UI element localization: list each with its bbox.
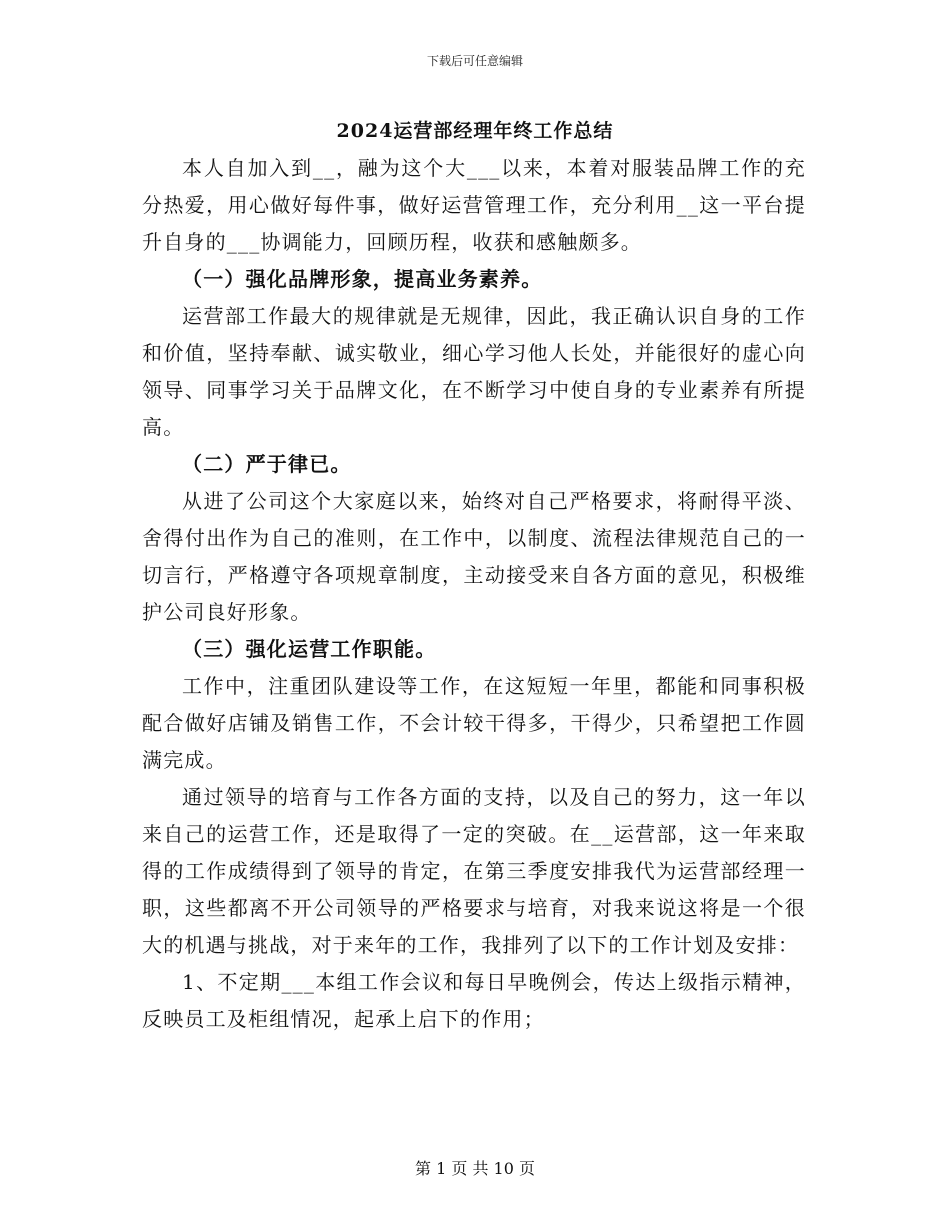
document-title: 2024运营部经理年终工作总结 (336, 120, 614, 142)
document-body (142, 150, 806, 1038)
section-heading-1: （一）强化品牌形象，提高业务素养。 (182, 267, 543, 291)
section-heading-3: （三）强化运营工作职能。 (182, 637, 437, 661)
plan-item-1: 1、不定期___本组工作会议和每日早晚例会，传达上级指示精神，反映员工及柜组情况，起承上启下的作用； (142, 970, 806, 1031)
intro-paragraph: 本人自加入到__，融为这个大___以来，本着对服装品牌工作的充分热爱，用心做好每件事，做好运营管理工作，充分利用__这一平台提升自身的___协调能力，回顾历程，收获和感触颇多。 (142, 156, 806, 254)
page-number: 第 1 页 共 10 页 (415, 1159, 535, 1178)
section-heading-2: （二）严于律已。 (182, 452, 352, 476)
section-2-paragraph: 从进了公司这个大家庭以来，始终对自己严格要求，将耐得平淡、舍得付出作为自己的准则，在工作中，以制度、流程法律规范自己的一切言行，严格遵守各项规章制度，主动接受来自各方面的意见，积极维护公司良好形象。 (142, 489, 806, 624)
section-3-paragraph: 工作中，注重团队建设等工作，在这短短一年里，都能和同事积极配合做好店铺及销售工作，不会计较干得多，干得少，只希望把工作圆满完成。 (142, 674, 806, 772)
section-1-paragraph: 运营部工作最大的规律就是无规律，因此，我正确认识自身的工作和价值，坚持奉献、诚实敬业，细心学习他人长处，并能很好的虚心向领导、同事学习关于品牌文化，在不断学习中使自身的专业素养有所提高。 (142, 304, 806, 439)
header-note: 下载后可任意编辑 (426, 54, 523, 68)
achievement-paragraph: 通过领导的培育与工作各方面的支持，以及自己的努力，这一年以来自己的运营工作，还是取得了一定的突破。在__运营部，这一年来取得的工作成绩得到了领导的肯定，在第三季度安排我代为运营部经理一职，这些都离不开公司领导的严格要求与培育，对我来说这将是一个很大的机遇与挑战，对于来年的工作，我排列了以下的工作计划及安排： (142, 785, 806, 957)
